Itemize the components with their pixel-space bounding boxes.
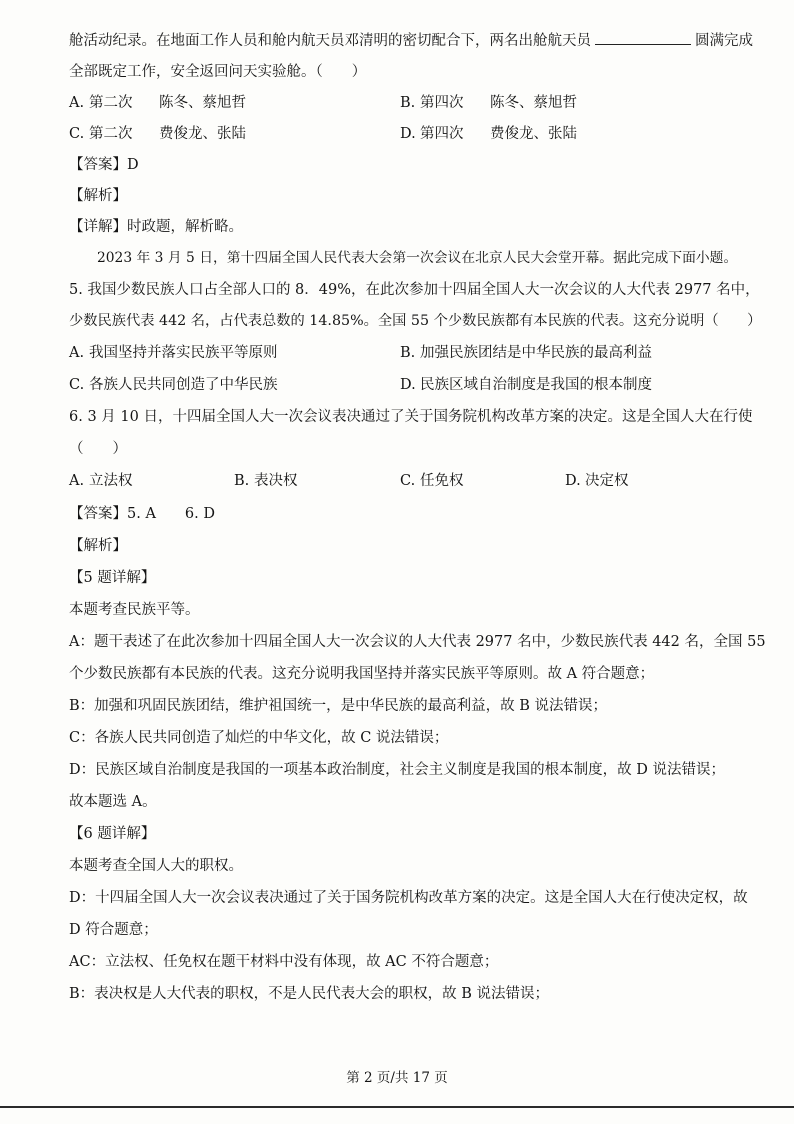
- q5-detail-line: A：题干表述了在此次参加十四届全国人大一次会议的人大代表 2977 名中，少数民族代表 442 名，全国 55: [69, 634, 766, 650]
- q6-detail-heading: 【6 题详解】: [69, 826, 156, 842]
- analysis-heading: 【解析】: [69, 538, 127, 554]
- material-text: 2023 年 3 月 5 日，第十四届全国人民代表大会第一次会议在北京人民大会堂开幕。据此完成下面小题。: [97, 250, 738, 266]
- q5-detail-line: C：各族人民共同创造了灿烂的中华文化，故 C 说法错误；: [69, 730, 449, 746]
- q6-detail-line: B：表决权是人大代表的职权，不是人民代表大会的职权，故 B 说法错误；: [69, 986, 550, 1002]
- option-c: C. 第二次 费俊龙、张陆: [69, 126, 246, 142]
- q5-detail-line: D：民族区域自治制度是我国的一项基本政治制度，社会主义制度是我国的根本制度，故 D 说法错误；: [69, 762, 725, 778]
- q5-option-b: B. 加强民族团结是中华民族的最高利益: [400, 345, 652, 361]
- option-d: D. 第四次 费俊龙、张陆: [400, 126, 577, 142]
- answer-blank: [595, 30, 691, 45]
- page-number: 第 2 页/共 17 页: [346, 1070, 448, 1086]
- q6-detail-line: D：十四届全国人大一次会议表决通过了关于国务院机构改革方案的决定。这是全国人大在行使决定权，故: [69, 890, 748, 906]
- stem-text: 圆满完成: [695, 33, 753, 49]
- answer-line: 【答案】D: [69, 157, 139, 173]
- q5-option-a: A. 我国坚持并落实民族平等原则: [69, 345, 278, 361]
- q5-detail-heading: 【5 题详解】: [69, 570, 156, 586]
- scan-edge-line: [0, 1106, 794, 1108]
- option-b: B. 第四次 陈冬、蔡旭哲: [400, 95, 577, 111]
- q5-stem-line: 少数民族代表 442 名，占代表总数的 14.85%。全国 55 个少数民族都有本民族的代表。这充分说明（ ）: [69, 313, 762, 329]
- q5-detail-line: 故本题选 A。: [69, 794, 157, 810]
- q5-option-c: C. 各族人民共同创造了中华民族: [69, 377, 278, 393]
- q6-option-d: D. 决定权: [565, 473, 629, 489]
- q5-stem-line: 5. 我国少数民族人口占全部人口的 8．49%，在此次参加十四届全国人大一次会议的人大代表 2977 名中，: [69, 282, 760, 298]
- q6-detail-line: 本题考查全国人大的职权。: [69, 858, 243, 874]
- q6-detail-line: AC：立法权、任免权在题干材料中没有体现，故 AC 不符合题意；: [69, 954, 499, 970]
- answers-line: 【答案】5. A 6. D: [69, 506, 215, 522]
- q5-option-d: D. 民族区域自治制度是我国的根本制度: [400, 377, 652, 393]
- detail-line: 【详解】时政题，解析略。: [69, 219, 243, 235]
- q5-detail-line: 本题考查民族平等。: [69, 602, 200, 618]
- q5-detail-line: 个少数民族都有本民族的代表。这充分说明我国坚持并落实民族平等原则。故 A 符合题意；: [69, 666, 655, 682]
- option-a: A. 第二次 陈冬、蔡旭哲: [69, 95, 246, 111]
- q6-stem-line: （ ）: [69, 441, 127, 457]
- stem-text: 舱活动纪录。在地面工作人员和舱内航天员邓清明的密切配合下，两名出舱航天员: [69, 33, 591, 49]
- q6-option-a: A. 立法权: [69, 473, 133, 489]
- question-stem-line: 全部既定工作，安全返回问天实验舱。（ ）: [69, 64, 367, 80]
- q6-option-b: B. 表决权: [234, 473, 298, 489]
- q6-stem-line: 6. 3 月 10 日，十四届全国人大一次会议表决通过了关于国务院机构改革方案的决定。这是全国人大在行使: [69, 409, 753, 425]
- q5-detail-line: B：加强和巩固民族团结，维护祖国统一，是中华民族的最高利益，故 B 说法错误；: [69, 698, 608, 714]
- q6-detail-line: D 符合题意；: [69, 922, 158, 938]
- question-stem-line: [69, 30, 753, 51]
- analysis-heading: 【解析】: [69, 188, 127, 204]
- q6-option-c: C. 任免权: [400, 473, 464, 489]
